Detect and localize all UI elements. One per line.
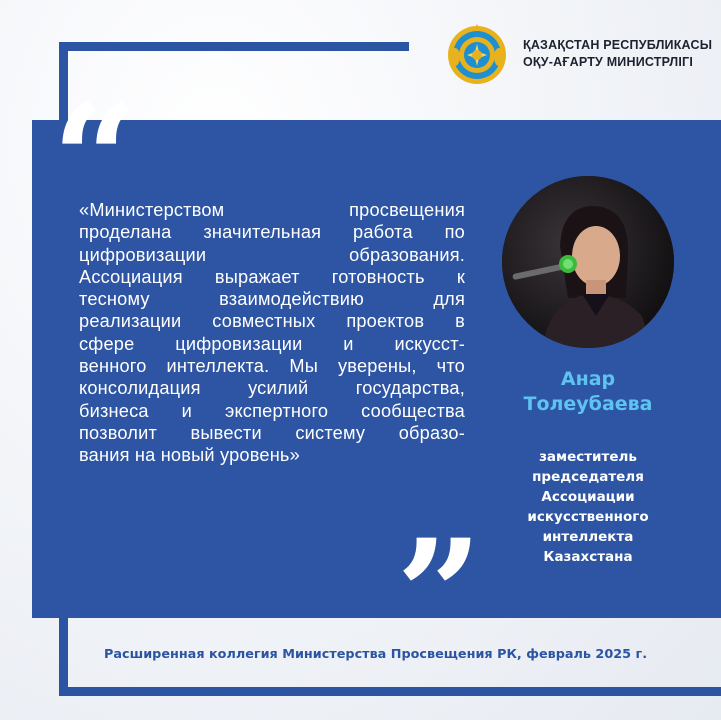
quote-line: вания на новый уровень» <box>79 445 300 466</box>
quote-line: «Министерством просвещения <box>79 200 465 220</box>
ministry-name-line1: ҚАЗАҚСТАН РЕСПУБЛИКАСЫ <box>523 38 713 52</box>
frame-left-line-bottom <box>59 618 68 696</box>
speaker-name <box>500 367 676 417</box>
close-quote-mark: ” <box>396 520 483 610</box>
speaker-last-name: Толеубаева <box>523 393 653 415</box>
close-quote-icon <box>396 520 482 610</box>
ministry-name <box>523 37 713 71</box>
quote-line: бизнеса и экспертного сообщества <box>79 400 465 421</box>
speaker-role-line: Казахстана <box>543 549 633 565</box>
quote-text <box>79 199 465 467</box>
open-quote-icon <box>52 85 138 175</box>
speaker-role-line: Ассоциации <box>541 489 635 505</box>
quote-line: консолидация усилий государства, <box>79 378 465 399</box>
speaker-portrait-icon <box>502 176 674 348</box>
speaker-role-line: интеллекта <box>542 529 634 545</box>
speaker-role-line: заместитель <box>539 449 637 465</box>
quote-line: Ассоциация выражает готовность к <box>79 266 465 287</box>
ministry-name-line2: ОҚУ-АҒАРТУ МИНИСТРЛІГІ <box>523 55 694 69</box>
quote-line: цифровизации образования. <box>79 244 465 265</box>
quote-line: венного интеллекта. Мы уверены, что <box>79 356 465 377</box>
speaker-role-line: искусственного <box>527 509 649 525</box>
quote-line: сфере цифровизации и искусст- <box>79 333 465 354</box>
speaker-photo <box>502 176 674 348</box>
quote-line: позволит вывести систему образо- <box>79 422 465 443</box>
speaker-first-name: Анар <box>560 368 616 390</box>
quote-line: реализации совместных проектов в <box>79 311 465 332</box>
frame-top-line <box>59 42 409 51</box>
open-quote-mark: “ <box>52 85 139 175</box>
quote-line: проделана значительная работа по <box>79 222 465 243</box>
frame-bottom-line <box>59 687 721 696</box>
kazakhstan-state-emblem-icon <box>446 24 508 86</box>
speaker-role-line: председателя <box>532 469 644 485</box>
quote-line: тесному взаимодействию для <box>79 289 465 310</box>
event-caption: Расширенная коллегия Министерства Просвещения РК, февраль 2025 г. <box>104 647 648 662</box>
speaker-role <box>499 447 677 567</box>
